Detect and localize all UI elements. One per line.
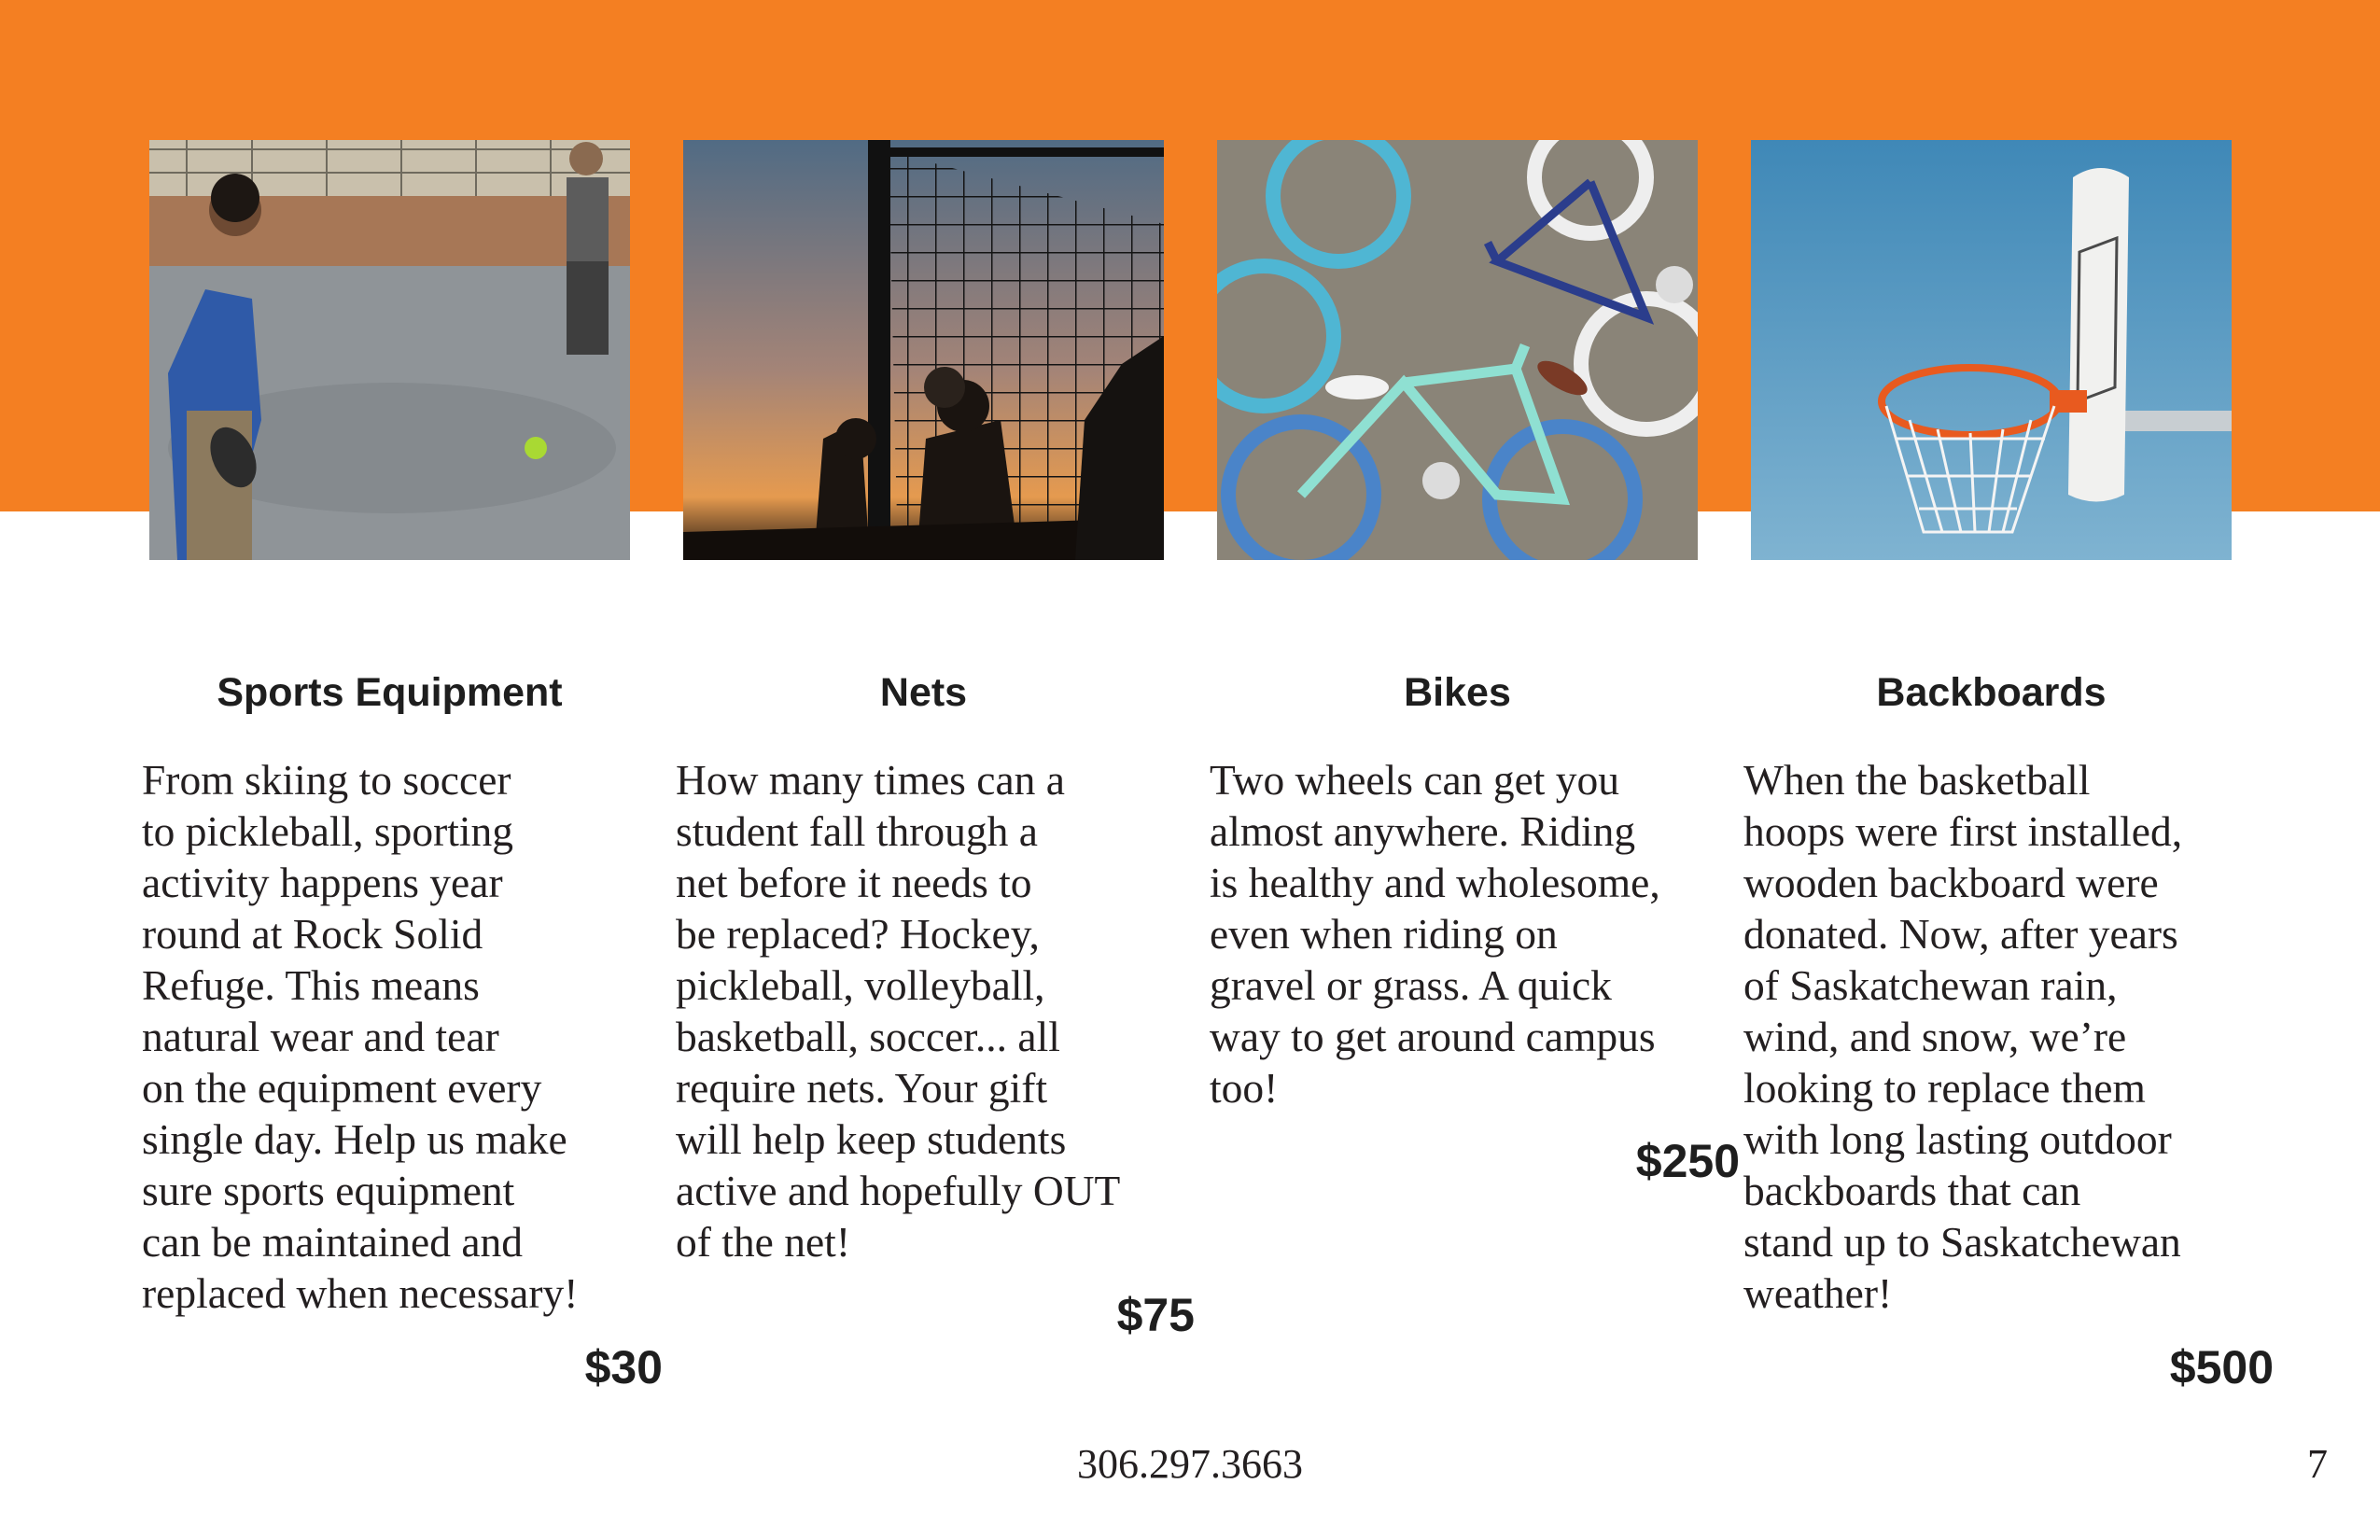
basketball-hoop-photo <box>1751 140 2232 560</box>
footer-phone-number: 306.297.3663 <box>1077 1441 1303 1487</box>
page-number: 7 <box>2307 1441 2328 1487</box>
item-title: Nets <box>879 670 968 715</box>
item-title: Backboards <box>1876 670 2107 715</box>
item-title: Bikes <box>1404 670 1511 715</box>
net-silhouette-photo <box>683 140 1164 560</box>
bikes-photo <box>1217 140 1698 560</box>
item-price: $250 <box>1635 1135 1740 1187</box>
item-backboards <box>1743 0 2277 1540</box>
item-title: Sports Equipment <box>217 670 563 715</box>
item-price: $75 <box>1116 1289 1195 1341</box>
item-bikes <box>1210 0 1743 1540</box>
pickleball-photo <box>149 140 630 560</box>
item-description: Two wheels can get you almost anywhere. Riding is healthy and wholesome, even when riding on gravel or grass. A quick way to get around campus too! <box>1210 756 1660 1112</box>
item-price: $500 <box>2169 1341 2274 1393</box>
item-description: How many times can a student fall through a net before it needs to be replaced? Hockey, pickleball, volleyball, basketball, soccer... all require nets. Your gift will help keep students active and hopefully OUT of the net! <box>676 756 1121 1266</box>
item-nets <box>676 0 1210 1540</box>
item-description: When the basketball hoops were first installed, wooden backboard were donated. Now, after years of Saskatchewan rain, wind, and snow, we’re looking to replace them with long lasting outdoor backboards that can stand up to Saskatchewan weather! <box>1743 756 2183 1317</box>
item-sports-equipment <box>142 0 676 1540</box>
item-price: $30 <box>584 1341 663 1393</box>
item-description: From skiing to soccer to pickleball, sporting activity happens year round at Rock Solid Refuge. This means natural wear and tear on the equipment every single day. Help us make sure sports equipment can be maintained and replaced when necessary! <box>142 756 579 1317</box>
